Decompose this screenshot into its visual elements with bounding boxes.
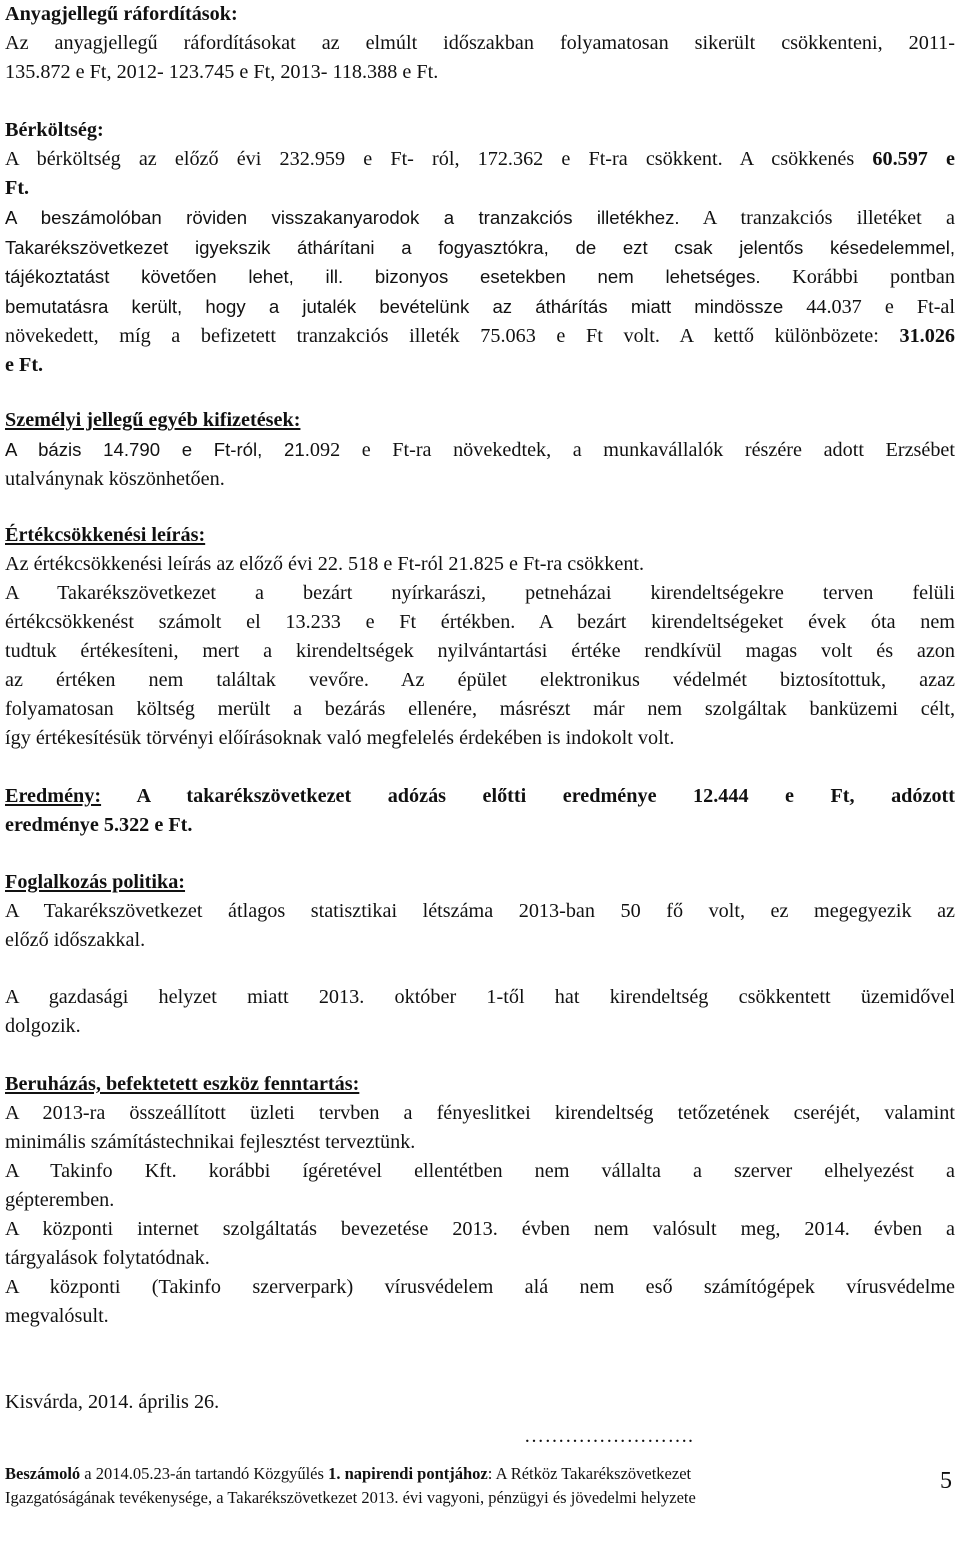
text-run: növekedett, míg a befizetett tranzakciós illeték 75.063 e Ft volt. A kettő különbözete: [5,325,900,347]
paragraph-line: gépteremben. [5,1189,115,1211]
text-run: tájékoztatást követően lehet, ill. bizonyos esetekben nem lehetséges. [5,266,761,287]
paragraph-line: az értéken nem találtak vevőre. Az épület elektronikus védelmét biztosítottuk, azaz [5,669,955,691]
section-heading: Eredmény: [5,785,102,807]
paragraph-line: tudtuk értékesíteni, mert a kirendeltségek nyilvántartási értéke rendkívül magas volt és azon [5,640,955,662]
text-run: 092 e Ft-ra növekedtek, a munkavállalók részére adott Erzsébet [309,439,956,461]
footer-line [5,1462,910,1486]
signature-line: ……………………. [524,1425,694,1447]
text-run: A takarékszövetkezet adózás előtti eredménye 12.444 e Ft, adózott [101,785,955,807]
paragraph-line: folyamatosan költség merült a bezárás ellenére, másrészt már nem szolgáltak banküzemi célt, [5,698,955,720]
section-heading: Bérköltség: [5,119,104,141]
paragraph-line: Az anyagjellegű ráfordításokat az elmúlt időszakban folyamatosan sikerült csökkenteni, 2011- [5,32,955,54]
footer-text: : A Rétköz Takarékszövetkezet [487,1464,692,1483]
paragraph-line: megvalósult. [5,1305,109,1327]
paragraph-line [5,782,955,811]
paragraph-line [5,292,955,322]
paragraph-line: 135.872 e Ft, 2012- 123.745 e Ft, 2013- 118.388 e Ft. [5,61,439,83]
paragraph-line: Ft. [5,177,30,199]
highlighted-value: 60.597 e [872,148,955,170]
paragraph-line: A Takarékszövetkezet átlagos statisztikai létszáma 2013-ban 50 fő volt, ez megegyezik az [5,900,955,922]
section-szemelyi [5,406,955,494]
paragraph-line: tárgyalások folytatódnak. [5,1247,210,1269]
paragraph-line: A gazdasági helyzet miatt 2013. október 1-től hat kirendeltség csökkentett üzemidővel [5,986,955,1008]
paragraph-line: A központi (Takinfo szerverpark) vírusvédelem alá nem eső számítógépek vírusvédelme [5,1276,955,1298]
footer-text: Beszámoló [5,1464,81,1483]
highlighted-value: 31.026 [899,325,955,347]
paragraph-line: A Takarékszövetkezet a bezárt nyírkarászi, petneházai kirendeltségekre terven felüli [5,582,955,604]
place-date-text: Kisvárda, 2014. április 26. [5,1391,220,1413]
footer-line: Igazgatóságának tevékenysége, a Takarékszövetkezet 2013. évi vagyoni, pénzügyi és jövedelmi helyzete [5,1488,696,1507]
paragraph-line: Az értékcsökkenési leírás az előző évi 22. 518 e Ft-ról 21.825 e Ft-ra csökkent. [5,553,645,575]
section-ertekcsokkenes [5,521,955,753]
paragraph-line: előző időszakkal. [5,929,146,951]
paragraph-line: utalványnak köszönhetően. [5,468,225,490]
paragraph-line [5,203,955,233]
paragraph-line: A központi internet szolgáltatás bevezetése 2013. évben nem valósult meg, 2014. évben a [5,1218,955,1240]
paragraph-line: e Ft. [5,354,44,376]
section-heading: Anyagjellegű ráfordítások: [5,3,238,25]
section-berkoltseg [5,116,955,380]
paragraph-line: A 2013-ra összeállított üzleti tervben a fényeslitkei kirendeltség tetőzetének cseréjét, valamint [5,1102,955,1124]
section-eredmeny [5,782,955,840]
text-run: Korábbi pontban [760,266,955,288]
paragraph-line: dolgozik. [5,1015,81,1037]
section-heading: Beruházás, befektetett eszköz fenntartás: [5,1073,360,1095]
page-number: 5 [940,1468,952,1494]
paragraph-line: A Takinfo Kft. korábbi ígéretével ellentétben nem vállalta a szerver elhelyezést a [5,1160,955,1182]
place-date [5,1388,955,1417]
footer-text: a 2014.05.23-án tartandó Közgyűlés [80,1464,329,1483]
paragraph-line: minimális számítástechnikai fejlesztést terveztünk. [5,1131,416,1153]
paragraph-line: értékcsökkenést számolt el 13.233 e Ft értékben. A bezárt kirendeltségeket évek óta nem [5,611,955,633]
text-run: bemutatásra került, hogy a jutalék bevételünk az áthárítás miatt mindössze [5,296,784,317]
paragraph-line [5,322,955,351]
section-beruhazas [5,1070,955,1331]
text-run: A beszámolóban röviden visszakanyarodok a tranzakciós illetékhez. [5,207,680,228]
paragraph-line: Takarékszövetkezet igyekszik áthárítani a fogyasztókra, de ezt csak jelentős késedelemmel, [5,237,955,258]
paragraph-line [5,145,955,174]
text-run: A bérköltség az előző évi 232.959 e Ft- ról, 172.362 e Ft-ra csökkent. A csökkenés [5,148,873,170]
paragraph-line [5,435,955,465]
paragraph-line: eredménye 5.322 e Ft. [5,814,193,836]
paragraph-line: így értékesítésük törvényi előírásoknak való megfelelés érdekében is indokolt volt. [5,727,675,749]
section-anyagjellegu [5,0,955,87]
text-run: A bázis 14.790 e Ft-ról, 21. [5,439,310,460]
section-heading: Foglalkozás politika: [5,871,186,893]
section-foglalkozas [5,868,955,955]
footer-text: 1. napirendi pontjához [328,1464,488,1483]
section-foglalkozas-cont [5,983,955,1041]
section-heading: Személyi jellegű egyéb kifizetések: [5,409,301,431]
text-run: A tranzakciós illetéket a [679,207,955,229]
text-run: 44.037 e Ft-al [783,296,955,318]
section-heading: Értékcsökkenési leírás: [5,524,206,546]
paragraph-line [5,262,955,292]
page-footer [5,1462,910,1510]
